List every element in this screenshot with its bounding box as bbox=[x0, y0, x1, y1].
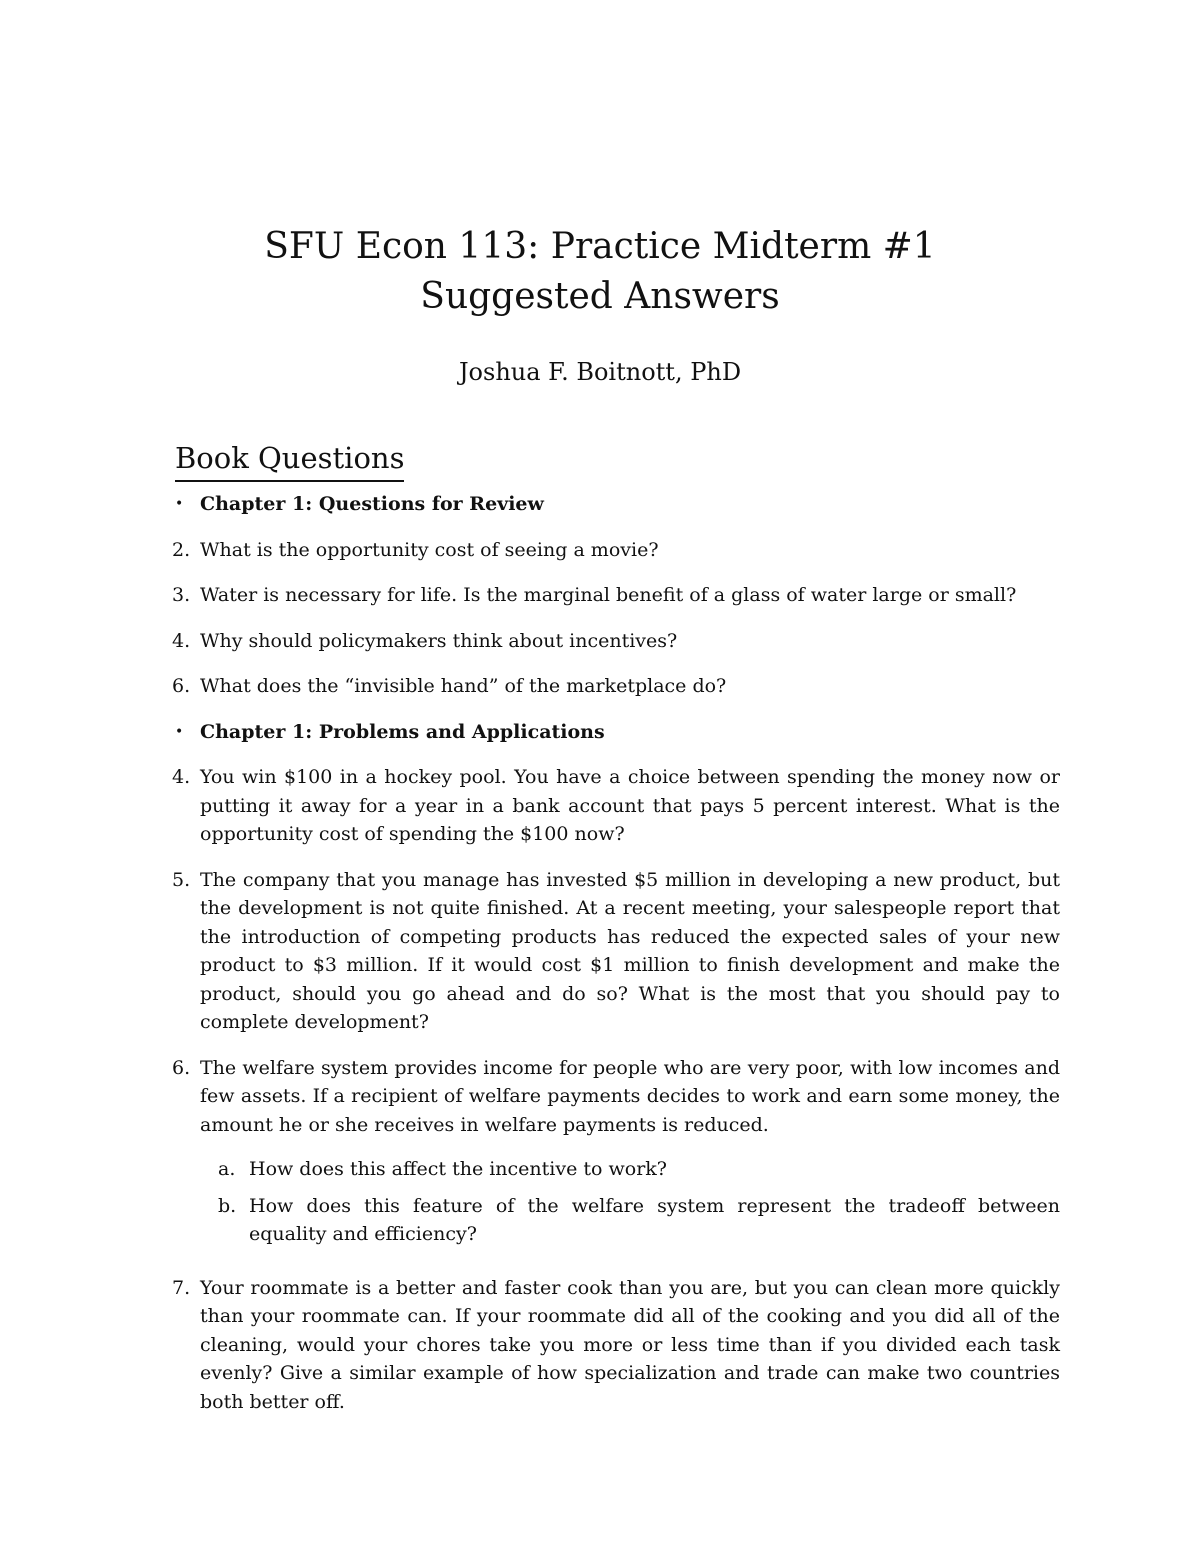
question-number: 4. bbox=[172, 766, 191, 788]
question-number: 5. bbox=[172, 868, 191, 891]
list-item bbox=[172, 763, 1060, 849]
question-text: Your roommate is a better and faster cook than you are, but you can clean more quickly than your roommate can. If your roommate did all of the cooking and you did all of the cleaning, would your chores take you more or less time than if you divided each task evenly? Give a similar example of how specialization and trade can make two countries both better off. bbox=[200, 1276, 1060, 1413]
bullet-icon: • bbox=[175, 496, 184, 512]
list-item bbox=[172, 627, 1060, 656]
question-text: What does the “invisible hand” of the marketplace do? bbox=[200, 675, 727, 697]
sub-question-text: How does this feature of the welfare system represent the tradeoff between equality and efficiency? bbox=[249, 1194, 1060, 1245]
question-number: 6. bbox=[172, 1056, 191, 1079]
section-heading: Book Questions bbox=[175, 438, 404, 482]
document-title: SFU Econ 113: Practice Midterm #1 bbox=[264, 226, 936, 267]
list-item bbox=[172, 536, 1060, 565]
question-body bbox=[200, 1054, 1060, 1257]
question-text: Water is necessary for life. Is the marginal benefit of a glass of water large or small? bbox=[200, 584, 1017, 606]
sub-question bbox=[218, 1192, 1060, 1249]
sub-question bbox=[218, 1155, 1060, 1184]
question-text: What is the opportunity cost of seeing a movie? bbox=[200, 538, 659, 561]
list-item bbox=[172, 1274, 1060, 1417]
group-heading-label: Chapter 1: Problems and Applications bbox=[200, 720, 605, 743]
question-number: 7. bbox=[172, 1276, 191, 1299]
question-text: The welfare system provides income for people who are very poor, with low incomes and few assets. If a recipient of welfare payments decides to work and earn some money, the amount he or she receives in welfare payments is reduced. bbox=[200, 1056, 1060, 1136]
question-number: 2. bbox=[172, 538, 191, 561]
author-name: Joshua F. Boitnott, PhD bbox=[458, 358, 742, 386]
list-item bbox=[172, 672, 1060, 701]
question-number: 4. bbox=[172, 629, 191, 652]
question-content bbox=[172, 490, 1060, 1433]
question-text: You win $100 in a hockey pool. You have a choice between spending the money now or putting it away for a year in a bank account that pays 5 percent interest. What is the opportunity cost of spending the $100 now? bbox=[200, 766, 1060, 845]
list-item bbox=[172, 866, 1060, 1037]
question-number: 3. bbox=[172, 584, 191, 606]
question-text: Why should policymakers think about incentives? bbox=[200, 629, 678, 652]
document-subtitle: Suggested Answers bbox=[420, 276, 780, 317]
sub-question-text: How does this affect the incentive to work? bbox=[249, 1158, 667, 1180]
list-item bbox=[172, 581, 1060, 610]
group-heading-label: Chapter 1: Questions for Review bbox=[200, 493, 544, 515]
sub-question-letter: b. bbox=[218, 1194, 237, 1217]
group-heading-problems bbox=[172, 718, 1060, 747]
question-text: The company that you manage has invested $5 million in developing a new product, but the development is not quite finished. At a recent meeting, your salespeople report that the introduction of competing products has reduced the expected sales of your new product to $3 million. If it would cost $1 million to finish development and make the product, should you go ahead and do so? What is the most that you should pay to complete development? bbox=[200, 868, 1060, 1033]
bullet-icon: • bbox=[175, 723, 184, 740]
title-block bbox=[0, 222, 1200, 322]
group-heading-review bbox=[172, 490, 1060, 519]
list-item bbox=[172, 1054, 1060, 1257]
sub-question-letter: a. bbox=[218, 1158, 236, 1180]
question-number: 6. bbox=[172, 675, 191, 697]
sub-question-list bbox=[200, 1155, 1060, 1249]
